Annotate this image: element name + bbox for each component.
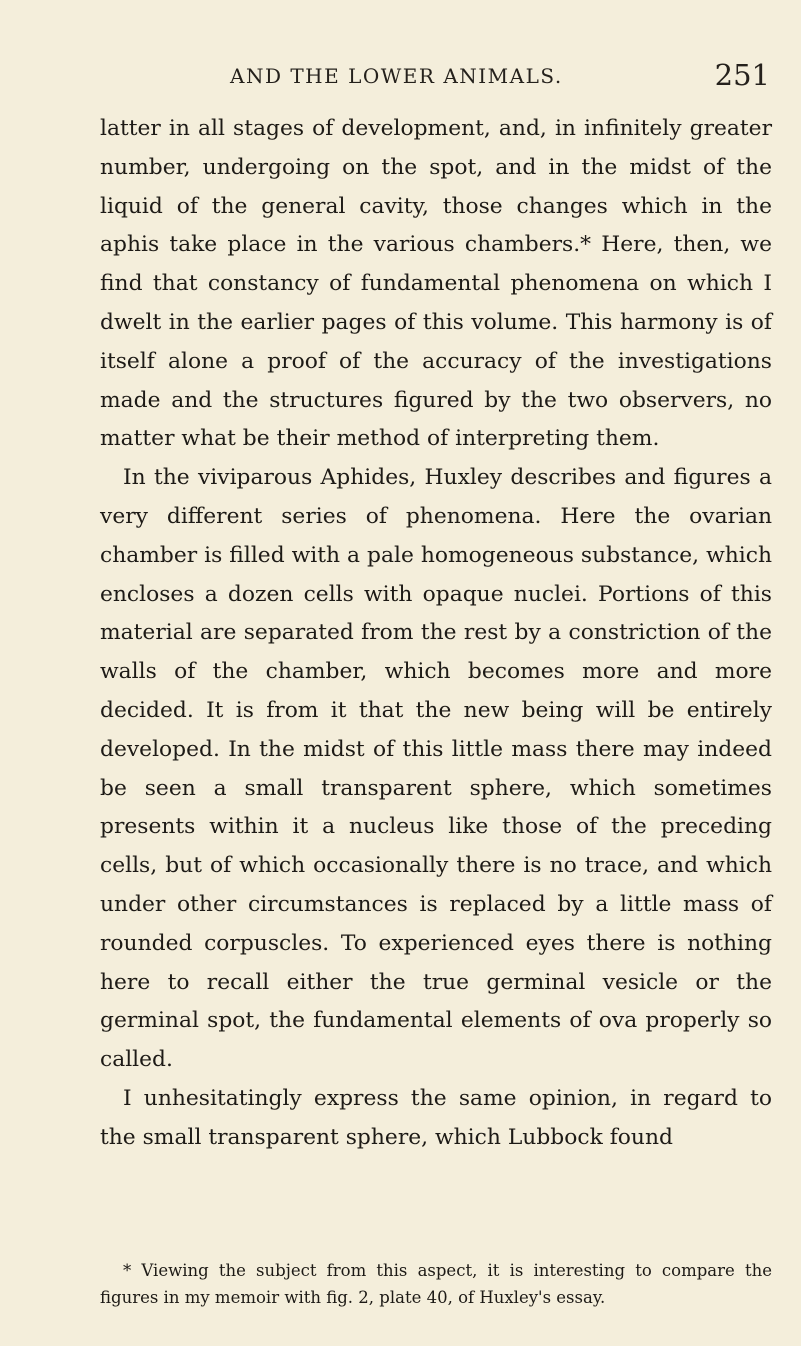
- footnote: [100, 1257, 772, 1311]
- page-number: 251: [714, 58, 770, 92]
- paragraph-3: I unhesitatingly express the same opinion, in regard to the small transparent sphere, which Lubbock found: [100, 1085, 772, 1150]
- paragraph-1: latter in all stages of development, and, in infinitely greater number, undergoing on the spot, and in the midst of the liquid of the general cavity, those changes which in the aphis take place in the various chambers.* Here, then, we find that constancy of fundamental phenomena on which I dwelt in the earlier pages of this volume. This harmony is of itself alone a proof of the accuracy of the investigations made and the structures figured by the two observers, no matter what be their method of interpreting them.: [100, 116, 772, 452]
- running-head: AND THE LOWER ANIMALS.: [230, 64, 563, 88]
- page-header: [230, 58, 770, 98]
- body-text: [100, 110, 772, 1158]
- paragraph-2: In the viviparous Aphides, Huxley describes and figures a very different series of phenomena. Here the ovarian chamber is filled with a pale homogeneous substance, which encloses a dozen cells with opaque nuclei. Portions of this material are separated from the rest by a constriction of the walls of the chamber, which becomes more and more decided. It is from it that the new being will be entirely developed. In the midst of this little mass there may indeed be seen a small transparent sphere, which sometimes presents within it a nucleus like those of the preceding cells, but of which occasionally there is no trace, and which under other circumstances is replaced by a little mass of rounded corpuscles. To experienced eyes there is nothing here to recall either the true germinal vesicle or the germinal spot, the fundamental elements of ova properly so called.: [100, 465, 772, 1073]
- footnote-text: * Viewing the subject from this aspect, it is interesting to compare the figures in my memoir with fig. 2, plate 40, of Huxley's essay.: [100, 1261, 772, 1307]
